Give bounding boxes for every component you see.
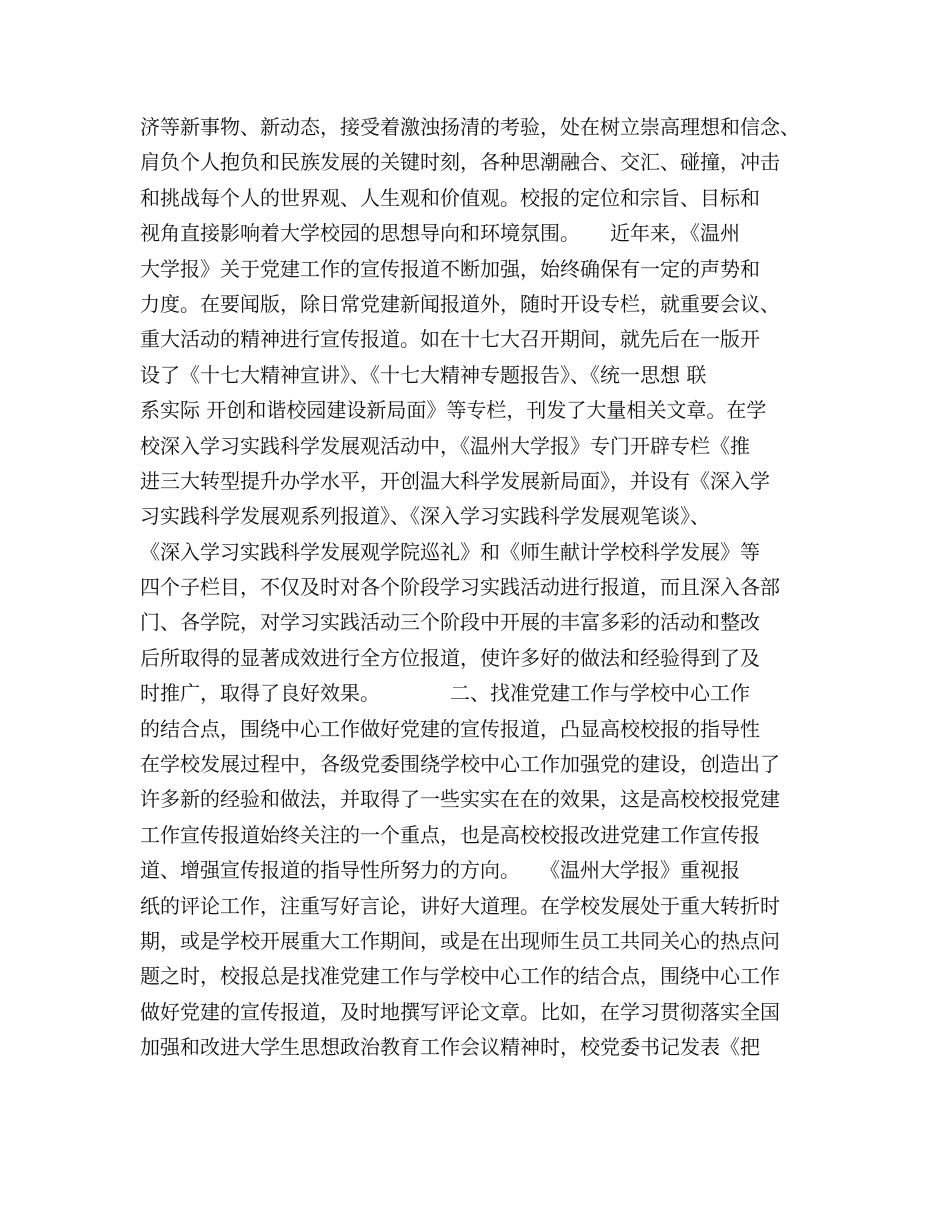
- text-line: 四个子栏目，不仅及时对各个阶段学习实践活动进行报道，而且深入各部: [140, 575, 780, 600]
- text-line: 习实践科学发展观系列报道》、《深入学习实践科学发展观笔谈》、: [140, 504, 710, 529]
- text-line: 和挑战每个人的世界观、人生观和价值观。校报的定位和宗旨、目标和: [140, 185, 760, 210]
- text-line: 后所取得的显著成效进行全方位报道，使许多好的做法和经验得到了及: [140, 645, 760, 670]
- text-line: 做好党建的宣传报道，及时地撰写评论文章。比如，在学习贯彻落实全国: [140, 999, 780, 1024]
- text-line: 校深入学习实践科学发展观活动中，《温州大学报》专门开辟专栏《推: [140, 433, 750, 458]
- text-line: 道、增强宣传报道的指导性所努力的方向。 《温州大学报》重视报: [140, 858, 740, 883]
- text-line: 在学校发展过程中，各级党委围绕学校中心工作加强党的建设，创造出了: [140, 752, 780, 777]
- text-line: 系实际 开创和谐校园建设新局面》等专栏，刊发了大量相关文章。在学: [140, 398, 767, 423]
- text-line: 题之时，校报总是找准党建工作与学校中心工作的结合点，围绕中心工作: [140, 964, 780, 989]
- text-line: 进三大转型提升办学水平，开创温大科学发展新局面》，并设有《深入学: [140, 468, 770, 493]
- text-line: 重大活动的精神进行宣传报道。如在十七大召开期间，就先后在一版开: [140, 327, 760, 352]
- text-line: 设了《十七大精神宣讲》、《十七大精神专题报告》、《统一思想 联: [140, 362, 707, 387]
- text-line: 期，或是学校开展重大工作期间，或是在出现师生员工共同关心的热点问: [140, 928, 780, 953]
- text-line: 加强和改进大学生思想政治教育工作会议精神时，校党委书记发表《把: [140, 1035, 760, 1060]
- text-line: 力度。在要闻版，除日常党建新闻报道外，随时开设专栏，就重要会议、: [140, 291, 780, 316]
- text-line: 肩负个人抱负和民族发展的关键时刻，各种思潮融合、交汇、碰撞，冲击: [140, 150, 780, 175]
- text-line: 济等新事物、新动态，接受着激浊扬清的考验，处在树立崇高理想和信念、: [140, 115, 800, 139]
- text-line: 的结合点，围绕中心工作做好党建的宣传报道，凸显高校校报的指导性: [140, 716, 760, 741]
- text-line: 大学报》关于党建工作的宣传报道不断加强，始终确保有一定的声势和: [140, 256, 760, 281]
- text-line: 时推广，取得了良好效果。 二、找准党建工作与学校中心工作: [140, 681, 750, 706]
- text-line: 《深入学习实践科学发展观学院巡礼》和《师生献计学校科学发展》等: [140, 539, 760, 564]
- text-line: 工作宣传报道始终关注的一个重点，也是高校校报改进党建工作宣传报: [140, 822, 760, 847]
- text-line: 视角直接影响着大学校园的思想导向和环境氛围。 近年来，《温州: [140, 221, 740, 246]
- text-line: 纸的评论工作，注重写好言论，讲好大道理。在学校发展处于重大转折时: [140, 893, 780, 918]
- body-text: [140, 110, 820, 1066]
- text-line: 许多新的经验和做法，并取得了一些实实在在的效果，这是高校校报党建: [140, 787, 780, 812]
- text-line: 门、各学院，对学习实践活动三个阶段中开展的丰富多彩的活动和整改: [140, 610, 760, 635]
